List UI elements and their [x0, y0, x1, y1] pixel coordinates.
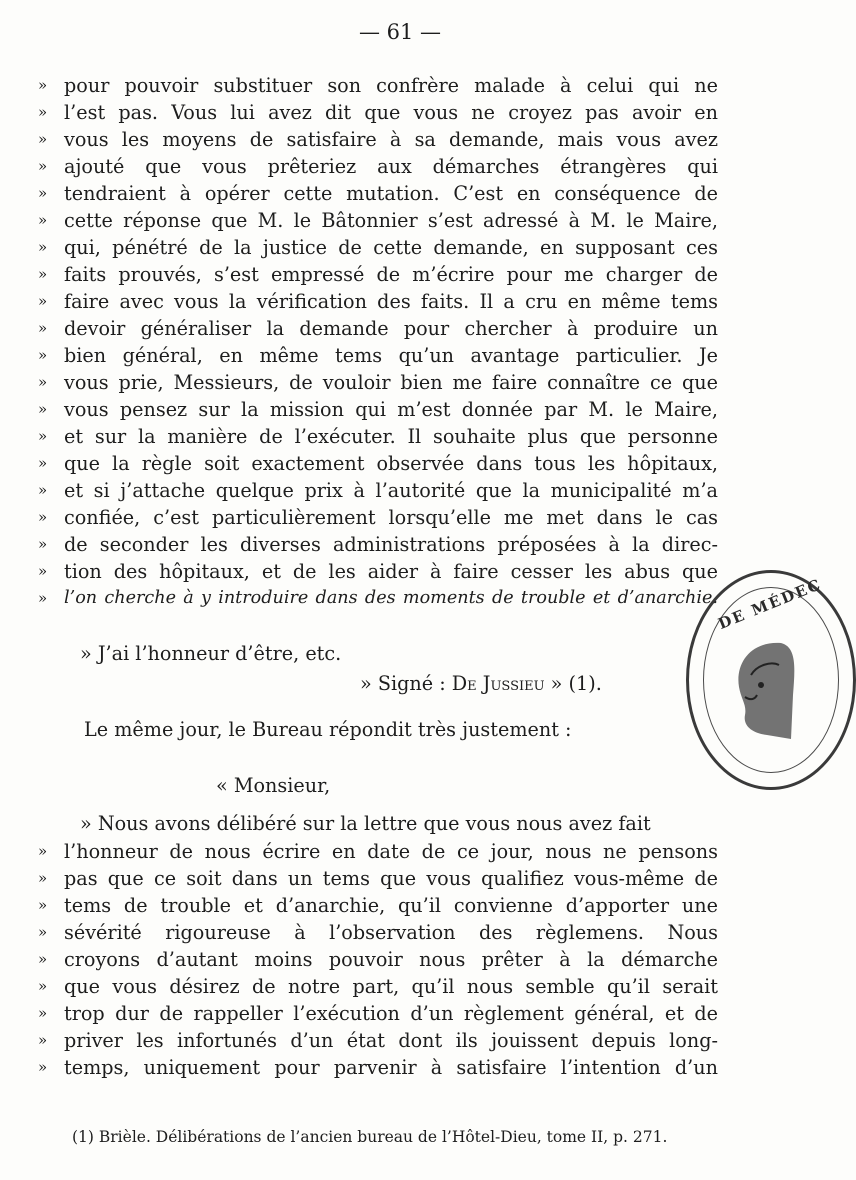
text-line: » ajouté que vous prêteriez aux démarches étrangères qui [38, 155, 718, 178]
text-line: » tems de trouble et d’anarchie, qu’il convienne d’apporter une [38, 894, 718, 917]
text-line: » devoir généraliser la demande pour chercher à produire un [38, 317, 718, 340]
library-stamp [686, 570, 856, 790]
text-line: » faits prouvés, s’est empressé de m’écrire pour me charger de [38, 263, 718, 286]
signature-name: De Jussieu [451, 672, 545, 695]
text-line: » que la règle soit exactement observée dans tous les hôpitaux, [38, 452, 718, 475]
text-line: » et si j’attache quelque prix à l’autorité que la municipalité m’a [38, 479, 718, 502]
text-line: » trop dur de rappeller l’exécution d’un règlement général, et de [38, 1002, 718, 1025]
text-line: » sévérité rigoureuse à l’observation des règlemens. Nous [38, 921, 718, 944]
closing-line: » J’ai l’honneur d’être, etc. [80, 642, 342, 665]
stamp-portrait-icon [721, 635, 811, 745]
text-line: » pas que ce soit dans un tems que vous qualifiez vous-même de [38, 867, 718, 890]
text-line: » tion des hôpitaux, et de les aider à faire cesser les abus que [38, 560, 718, 583]
text-line: » priver les infortunés d’un état dont ils jouissent depuis long- [38, 1029, 718, 1052]
reply-body [38, 838, 718, 1081]
text-line: » tendraient à opérer cette mutation. C’est en conséquence de [38, 182, 718, 205]
text-line: » cette réponse que M. le Bâtonnier s’est adressé à M. le Maire, [38, 209, 718, 232]
text-line: » pour pouvoir substituer son confrère malade à celui qui ne [38, 74, 718, 97]
text-line: » vous pensez sur la mission qui m’est donnée par M. le Maire, [38, 398, 718, 421]
text-line-italic: » l’on cherche à y introduire dans des moments de trouble et d’anarchie. [38, 588, 718, 608]
reply-intro: Le même jour, le Bureau répondit très justement : [84, 718, 572, 741]
text-line: » l’est pas. Vous lui avez dit que vous ne croyez pas avoir en [38, 101, 718, 124]
text-line: » et sur la manière de l’exécuter. Il souhaite plus que personne [38, 425, 718, 448]
text-line: » vous les moyens de satisfaire à sa demande, mais vous avez [38, 128, 718, 151]
text-line: » faire avec vous la vérification des faits. Il a cru en même tems [38, 290, 718, 313]
text-line: » vous prie, Messieurs, de vouloir bien me faire connaître ce que [38, 371, 718, 394]
text-line: » que vous désirez de notre part, qu’il nous semble qu’il serait [38, 975, 718, 998]
letter-body [38, 72, 718, 612]
text-line: » qui, pénétré de la justice de cette demande, en supposant ces [38, 236, 718, 259]
text-line: » croyons d’autant moins pouvoir nous prêter à la démarche [38, 948, 718, 971]
page-number: — 61 — [358, 20, 442, 44]
text-line: » l’honneur de nous écrire en date de ce jour, nous ne pensons [38, 840, 718, 863]
salutation: « Monsieur, [216, 774, 331, 797]
signature: » Signé : De Jussieu » (1). [360, 672, 602, 695]
text-line: » de seconder les diverses administrations préposées à la direc- [38, 533, 718, 556]
stamp-text: DE MÉDEC [715, 575, 825, 633]
footnote: (1) Brièle. Délibérations de l’ancien bureau de l’Hôtel-Dieu, tome II, p. 271. [72, 1128, 668, 1146]
text-line: » bien général, en même tems qu’un avantage particulier. Je [38, 344, 718, 367]
text-line: » confiée, c’est particulièrement lorsqu’elle me met dans le cas [38, 506, 718, 529]
reply-first-line: » Nous avons délibéré sur la lettre que vous nous avez fait [80, 812, 651, 835]
text-line: » temps, uniquement pour parvenir à satisfaire l’intention d’un [38, 1056, 718, 1079]
